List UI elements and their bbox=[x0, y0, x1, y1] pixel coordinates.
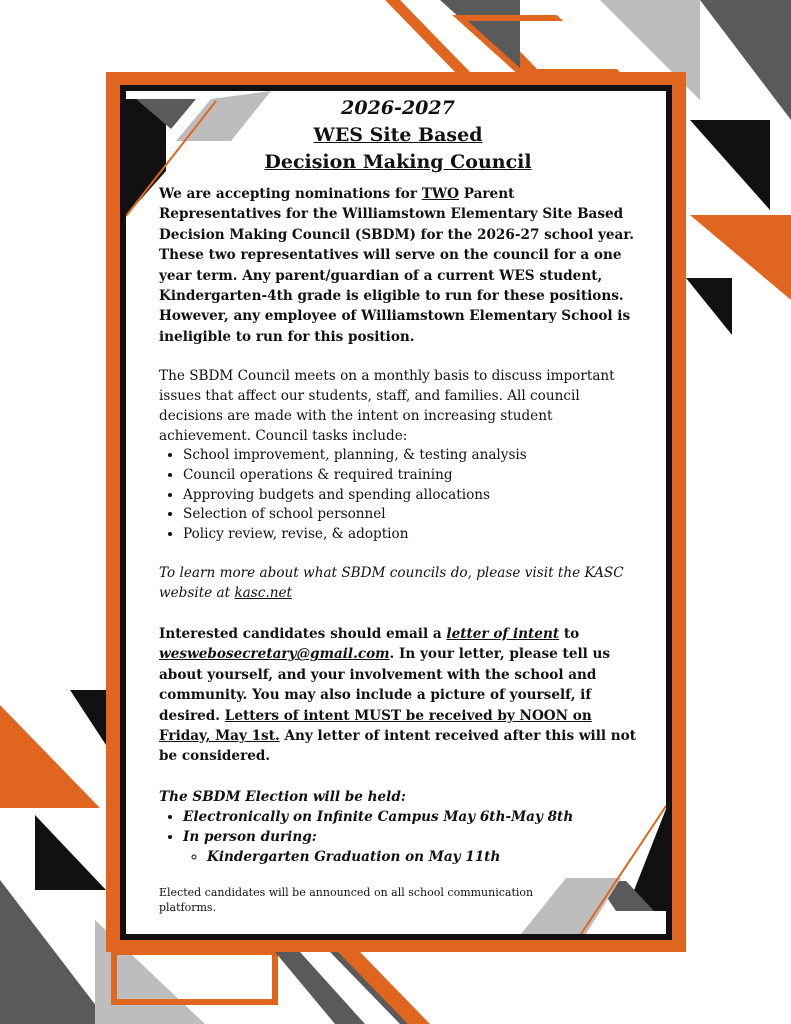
election-list bbox=[159, 807, 637, 867]
intro-paragraph bbox=[159, 184, 637, 347]
flyer-page bbox=[126, 91, 666, 934]
election-item-2-text: In person during: bbox=[183, 828, 317, 845]
email-link[interactable]: weswebosecretary@gmail.com bbox=[159, 646, 390, 663]
candidates-text-3: . In your letter, please tell us about yourself, and your involvement with the school and community. You may also include a picture of yourself, if desired. bbox=[159, 646, 611, 724]
deadline-text: Letters of intent MUST be received by NOON on Friday, May 1st. bbox=[159, 707, 592, 745]
title-year: 2026-2027 bbox=[341, 97, 455, 119]
footer-note: Elected candidates will be announced on all school communication platforms. bbox=[159, 885, 534, 914]
list-item: • Electronically on Infinite Campus May 6th-May 8th bbox=[183, 807, 637, 827]
list-item bbox=[183, 827, 637, 867]
list-item: • Approving budgets and spending allocations bbox=[183, 486, 637, 506]
candidates-text-4: Any letter of intent received after this will not be considered. bbox=[159, 728, 636, 765]
deco-shape bbox=[70, 690, 106, 745]
letter-of-intent-link[interactable]: letter of intent bbox=[446, 626, 560, 642]
learn-more-text: To learn more about what SBDM councils do, please visit the KASC website at bbox=[159, 565, 624, 602]
deco-shape bbox=[0, 705, 100, 808]
election-section bbox=[159, 787, 637, 867]
list-item: • School improvement, planning, & testing analysis bbox=[183, 446, 637, 466]
page-title bbox=[159, 95, 637, 176]
intro-two: TWO bbox=[421, 186, 459, 202]
deco-shape bbox=[35, 815, 106, 890]
learn-more-paragraph bbox=[159, 564, 637, 604]
election-sublist bbox=[183, 847, 637, 867]
candidates-text-1: Interested candidates should email a bbox=[159, 626, 447, 642]
intro-text-rest: Parent Representatives for the Williamstown Elementary Site Based Decision Making Council (SBDM) for the 2026-27 school year. These two representatives will serve on the council for a one year term. Any parent/guardian of a current WES student, Kindergarten-4th grade is eligible to run for these positions. However, any employee of Williamstown Elementary School is ineligible to run for this position. bbox=[159, 186, 634, 345]
list-item: • Council operations & required training bbox=[183, 466, 637, 486]
title-line-2: Decision Making Council bbox=[264, 151, 532, 173]
kasc-link[interactable]: kasc.net bbox=[234, 585, 292, 602]
deco-shape bbox=[700, 0, 791, 120]
title-line-1: WES Site Based bbox=[313, 124, 483, 146]
flyer-content bbox=[159, 95, 637, 915]
deco-shape bbox=[690, 120, 770, 210]
council-paragraph: The SBDM Council meets on a monthly basis to discuss important issues that affect our students, staff, and families. All council decisions are made with the intent on increasing student achievement. Council tasks include: bbox=[159, 368, 615, 444]
deco-shape bbox=[0, 880, 110, 1024]
list-item: ◦ Kindergarten Graduation on May 11th bbox=[207, 847, 637, 867]
list-item: • Policy review, revise, & adoption bbox=[183, 525, 637, 545]
intro-text-start: We are accepting nominations for bbox=[159, 186, 422, 202]
candidates-text-2: to bbox=[559, 626, 580, 642]
list-item: • Selection of school personnel bbox=[183, 505, 637, 525]
council-tasks-list bbox=[159, 446, 637, 544]
deco-shape bbox=[686, 278, 732, 335]
election-heading: The SBDM Election will be held: bbox=[159, 788, 406, 805]
candidates-paragraph bbox=[159, 624, 637, 767]
